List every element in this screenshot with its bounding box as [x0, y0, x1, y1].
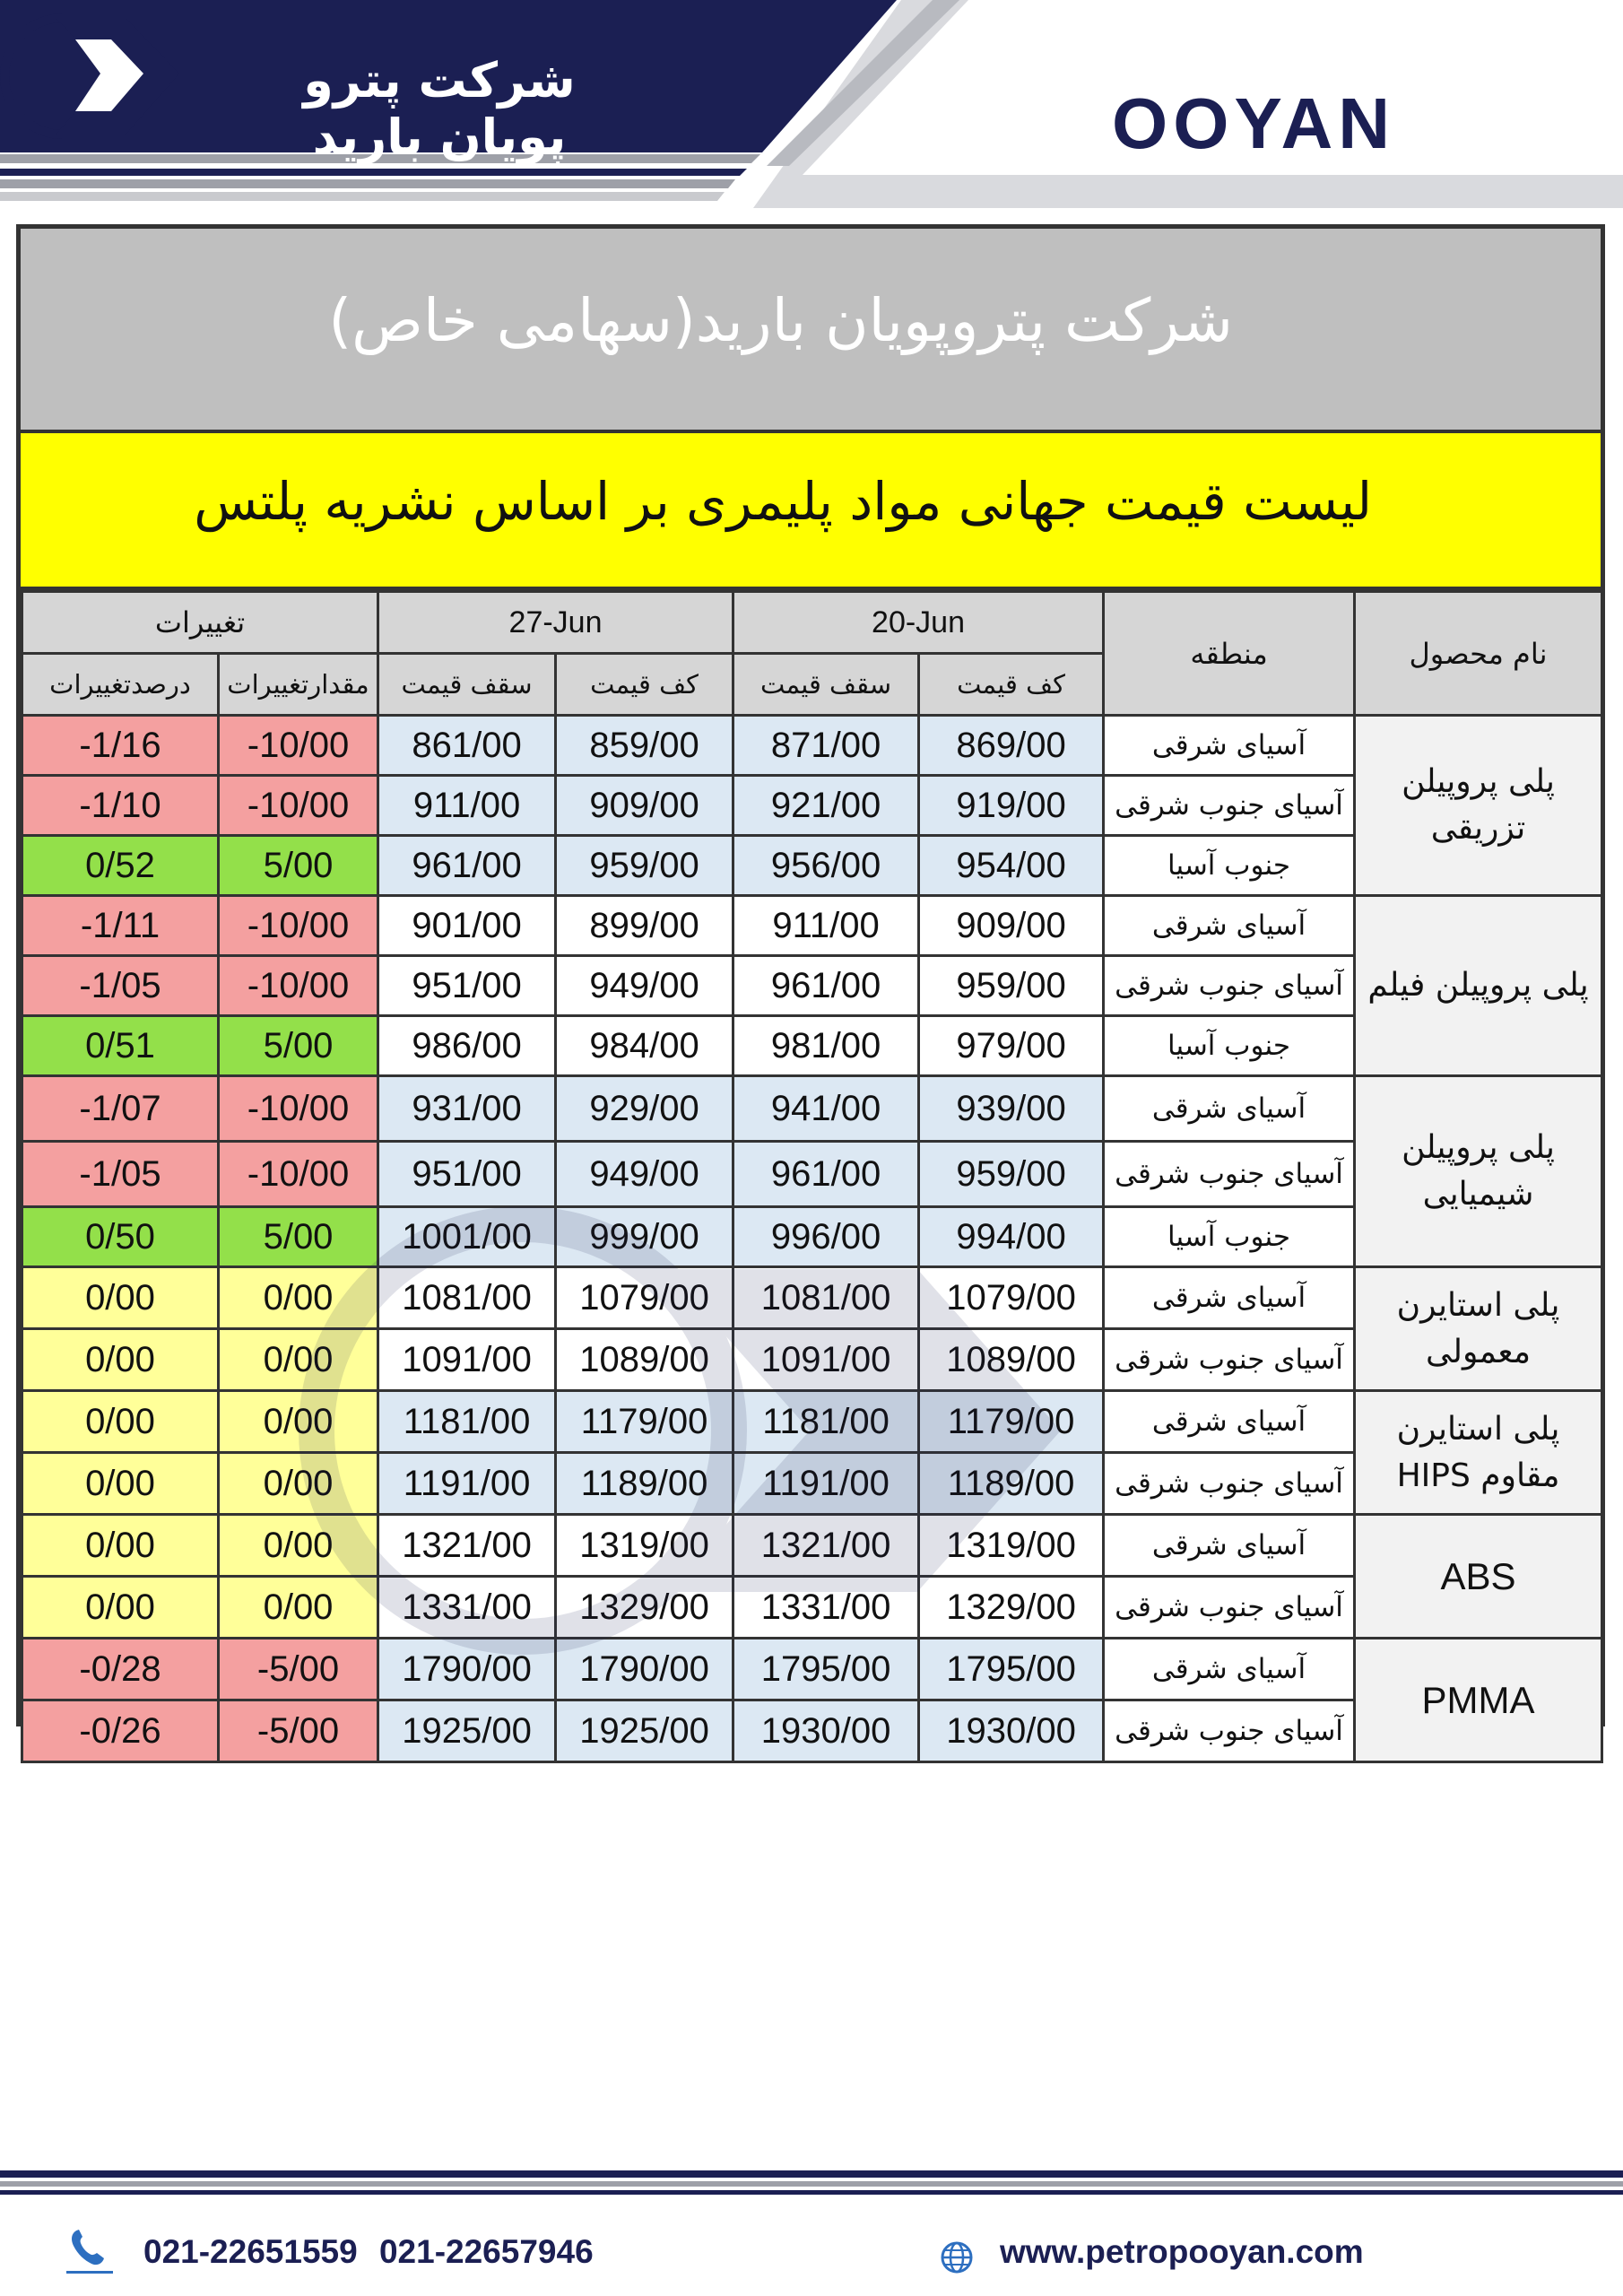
- region-cell: جنوب آسیا: [1104, 836, 1355, 896]
- change-percent-cell: 0/50: [22, 1207, 219, 1267]
- d2-floor-cell: 1089/00: [556, 1329, 733, 1391]
- d2-floor-cell: 984/00: [556, 1016, 733, 1076]
- d2-ceiling-cell: 1321/00: [378, 1515, 556, 1577]
- d2-floor-cell: 859/00: [556, 716, 733, 776]
- change-amount-cell: -10/00: [219, 716, 378, 776]
- d1-floor-cell: 979/00: [919, 1016, 1104, 1076]
- region-cell: آسیای جنوب شرقی: [1104, 776, 1355, 836]
- d1-ceiling-cell: 1091/00: [733, 1329, 919, 1391]
- change-percent-cell: 0/00: [22, 1267, 219, 1329]
- header-d1-floor: کف قیمت: [919, 654, 1104, 716]
- table-row: [22, 1076, 1602, 1142]
- change-amount-cell: -10/00: [219, 776, 378, 836]
- table-title-band: [21, 229, 1601, 433]
- d2-floor-cell: 1189/00: [556, 1453, 733, 1515]
- d1-ceiling-cell: 996/00: [733, 1207, 919, 1267]
- d1-ceiling-cell: 1321/00: [733, 1515, 919, 1577]
- logo-wordmark: OOYAN: [1112, 83, 1396, 163]
- footer-phone-2: 021-22657946: [378, 2233, 594, 2270]
- d2-floor-cell: 909/00: [556, 776, 733, 836]
- change-amount-cell: 5/00: [219, 836, 378, 896]
- footer-lines: [0, 2170, 1623, 2206]
- d2-floor-cell: 1925/00: [556, 1700, 733, 1762]
- change-percent-cell: 0/00: [22, 1391, 219, 1453]
- page-header: [0, 0, 1623, 215]
- d1-floor-cell: 1319/00: [919, 1515, 1104, 1577]
- region-cell: آسیای جنوب شرقی: [1104, 1700, 1355, 1762]
- d1-floor-cell: 1179/00: [919, 1391, 1104, 1453]
- header-date1: 20-Jun: [733, 592, 1104, 654]
- table-title: شرکت پتروپویان بارید(سهامی خاص): [328, 286, 1233, 355]
- d2-ceiling-cell: 951/00: [378, 956, 556, 1016]
- change-percent-cell: -0/28: [22, 1639, 219, 1700]
- change-amount-cell: 0/00: [219, 1577, 378, 1639]
- d1-ceiling-cell: 1181/00: [733, 1391, 919, 1453]
- region-cell: آسیای شرقی: [1104, 1639, 1355, 1700]
- d2-ceiling-cell: 1181/00: [378, 1391, 556, 1453]
- region-cell: آسیای جنوب شرقی: [1104, 1577, 1355, 1639]
- d2-ceiling-cell: 1191/00: [378, 1453, 556, 1515]
- d1-floor-cell: 869/00: [919, 716, 1104, 776]
- region-cell: آسیای جنوب شرقی: [1104, 1142, 1355, 1207]
- d2-ceiling-cell: 861/00: [378, 716, 556, 776]
- change-amount-cell: 5/00: [219, 1207, 378, 1267]
- phone-icon: [63, 2226, 117, 2276]
- d2-floor-cell: 1319/00: [556, 1515, 733, 1577]
- change-percent-cell: -0/26: [22, 1700, 219, 1762]
- product-name-cell: پلی استایرن مقاوم HIPS: [1355, 1391, 1602, 1515]
- d1-ceiling-cell: 961/00: [733, 956, 919, 1016]
- change-percent-cell: 0/52: [22, 836, 219, 896]
- d2-ceiling-cell: 931/00: [378, 1076, 556, 1142]
- d2-ceiling-cell: 961/00: [378, 836, 556, 896]
- change-amount-cell: 0/00: [219, 1329, 378, 1391]
- region-cell: آسیای شرقی: [1104, 716, 1355, 776]
- change-amount-cell: -10/00: [219, 1076, 378, 1142]
- d2-ceiling-cell: 1331/00: [378, 1577, 556, 1639]
- change-percent-cell: -1/07: [22, 1076, 219, 1142]
- d2-ceiling-cell: 951/00: [378, 1142, 556, 1207]
- d2-ceiling-cell: 1925/00: [378, 1700, 556, 1762]
- region-cell: جنوب آسیا: [1104, 1016, 1355, 1076]
- change-percent-cell: -1/05: [22, 1142, 219, 1207]
- brand-name-fa: شرکت پترو پویان بارید: [303, 52, 576, 165]
- table-subtitle-band: [21, 433, 1601, 590]
- d1-floor-cell: 1079/00: [919, 1267, 1104, 1329]
- d2-ceiling-cell: 1001/00: [378, 1207, 556, 1267]
- price-table-frame: [16, 224, 1605, 1751]
- change-percent-cell: -1/05: [22, 956, 219, 1016]
- change-percent-cell: -1/16: [22, 716, 219, 776]
- header-d2-floor: کف قیمت: [556, 654, 733, 716]
- change-percent-cell: -1/10: [22, 776, 219, 836]
- d1-floor-cell: 1189/00: [919, 1453, 1104, 1515]
- d2-floor-cell: 949/00: [556, 1142, 733, 1207]
- region-cell: آسیای جنوب شرقی: [1104, 1453, 1355, 1515]
- d1-ceiling-cell: 921/00: [733, 776, 919, 836]
- d1-floor-cell: 959/00: [919, 1142, 1104, 1207]
- d1-floor-cell: 959/00: [919, 956, 1104, 1016]
- change-amount-cell: 0/00: [219, 1391, 378, 1453]
- d1-ceiling-cell: 941/00: [733, 1076, 919, 1142]
- pooyan-logo-icon: [0, 0, 395, 152]
- price-table: [21, 590, 1603, 1763]
- region-cell: آسیای شرقی: [1104, 1515, 1355, 1577]
- footer-website[interactable]: www.petropooyan.com: [1000, 2233, 1364, 2270]
- d2-floor-cell: 959/00: [556, 836, 733, 896]
- change-percent-cell: 0/00: [22, 1329, 219, 1391]
- change-amount-cell: 0/00: [219, 1515, 378, 1577]
- change-amount-cell: 0/00: [219, 1267, 378, 1329]
- header-changes: تغییرات: [22, 592, 378, 654]
- d2-floor-cell: 1179/00: [556, 1391, 733, 1453]
- d2-floor-cell: 1079/00: [556, 1267, 733, 1329]
- d2-floor-cell: 949/00: [556, 956, 733, 1016]
- region-cell: آسیای شرقی: [1104, 1076, 1355, 1142]
- d1-floor-cell: 1795/00: [919, 1639, 1104, 1700]
- header-change-percent: درصدتغییرات: [22, 654, 219, 716]
- d2-ceiling-cell: 1091/00: [378, 1329, 556, 1391]
- header-product: نام محصول: [1355, 592, 1602, 716]
- region-cell: آسیای شرقی: [1104, 1267, 1355, 1329]
- table-row: [22, 1391, 1602, 1453]
- header-d1-ceiling: سقف قیمت: [733, 654, 919, 716]
- footer-phones: [143, 2233, 594, 2271]
- product-name-cell: پلی پروپیلن فیلم: [1355, 896, 1602, 1076]
- d1-floor-cell: 954/00: [919, 836, 1104, 896]
- region-cell: آسیای شرقی: [1104, 896, 1355, 956]
- d1-ceiling-cell: 1191/00: [733, 1453, 919, 1515]
- d2-floor-cell: 899/00: [556, 896, 733, 956]
- change-amount-cell: 0/00: [219, 1453, 378, 1515]
- d1-ceiling-cell: 1331/00: [733, 1577, 919, 1639]
- table-row: [22, 1639, 1602, 1700]
- header-date2: 27-Jun: [378, 592, 733, 654]
- d2-floor-cell: 999/00: [556, 1207, 733, 1267]
- change-amount-cell: -10/00: [219, 1142, 378, 1207]
- d1-ceiling-cell: 871/00: [733, 716, 919, 776]
- d1-floor-cell: 1089/00: [919, 1329, 1104, 1391]
- product-name-cell: پلی پروپیلن تزریقی: [1355, 716, 1602, 896]
- change-percent-cell: -1/11: [22, 896, 219, 956]
- region-cell: آسیای جنوب شرقی: [1104, 1329, 1355, 1391]
- d1-floor-cell: 1329/00: [919, 1577, 1104, 1639]
- d1-floor-cell: 939/00: [919, 1076, 1104, 1142]
- region-cell: آسیای جنوب شرقی: [1104, 956, 1355, 1016]
- region-cell: آسیای شرقی: [1104, 1391, 1355, 1453]
- d2-floor-cell: 1329/00: [556, 1577, 733, 1639]
- change-percent-cell: 0/00: [22, 1453, 219, 1515]
- header-region: منطقه: [1104, 592, 1355, 716]
- d1-ceiling-cell: 956/00: [733, 836, 919, 896]
- d1-floor-cell: 919/00: [919, 776, 1104, 836]
- change-percent-cell: 0/00: [22, 1515, 219, 1577]
- product-name-cell: پلی استایرن معمولی: [1355, 1267, 1602, 1391]
- change-amount-cell: -10/00: [219, 896, 378, 956]
- footer-phone-1: 021-22651559: [143, 2233, 358, 2270]
- table-row: [22, 1267, 1602, 1329]
- d1-ceiling-cell: 1081/00: [733, 1267, 919, 1329]
- d2-floor-cell: 1790/00: [556, 1639, 733, 1700]
- change-percent-cell: 0/51: [22, 1016, 219, 1076]
- table-subtitle: لیست قیمت جهانی مواد پلیمری بر اساس نشریه پلتس: [194, 471, 1372, 532]
- table-row: [22, 896, 1602, 956]
- globe-icon: [940, 2240, 974, 2274]
- d1-floor-cell: 1930/00: [919, 1700, 1104, 1762]
- change-percent-cell: 0/00: [22, 1577, 219, 1639]
- d2-floor-cell: 929/00: [556, 1076, 733, 1142]
- d1-floor-cell: 909/00: [919, 896, 1104, 956]
- d2-ceiling-cell: 1790/00: [378, 1639, 556, 1700]
- d1-floor-cell: 994/00: [919, 1207, 1104, 1267]
- table-row: [22, 1515, 1602, 1577]
- d2-ceiling-cell: 986/00: [378, 1016, 556, 1076]
- change-amount-cell: 5/00: [219, 1016, 378, 1076]
- product-name-cell: PMMA: [1355, 1639, 1602, 1762]
- d1-ceiling-cell: 1930/00: [733, 1700, 919, 1762]
- d2-ceiling-cell: 901/00: [378, 896, 556, 956]
- d1-ceiling-cell: 961/00: [733, 1142, 919, 1207]
- product-name-cell: ABS: [1355, 1515, 1602, 1639]
- product-name-cell: پلی پروپیلن شیمیایی: [1355, 1076, 1602, 1267]
- table-row: [22, 716, 1602, 776]
- d1-ceiling-cell: 1795/00: [733, 1639, 919, 1700]
- change-amount-cell: -5/00: [219, 1700, 378, 1762]
- header-change-amount: مقدارتغییرات: [219, 654, 378, 716]
- change-amount-cell: -5/00: [219, 1639, 378, 1700]
- d1-ceiling-cell: 981/00: [733, 1016, 919, 1076]
- d1-ceiling-cell: 911/00: [733, 896, 919, 956]
- d2-ceiling-cell: 911/00: [378, 776, 556, 836]
- header-d2-ceiling: سقف قیمت: [378, 654, 556, 716]
- region-cell: جنوب آسیا: [1104, 1207, 1355, 1267]
- d2-ceiling-cell: 1081/00: [378, 1267, 556, 1329]
- change-amount-cell: -10/00: [219, 956, 378, 1016]
